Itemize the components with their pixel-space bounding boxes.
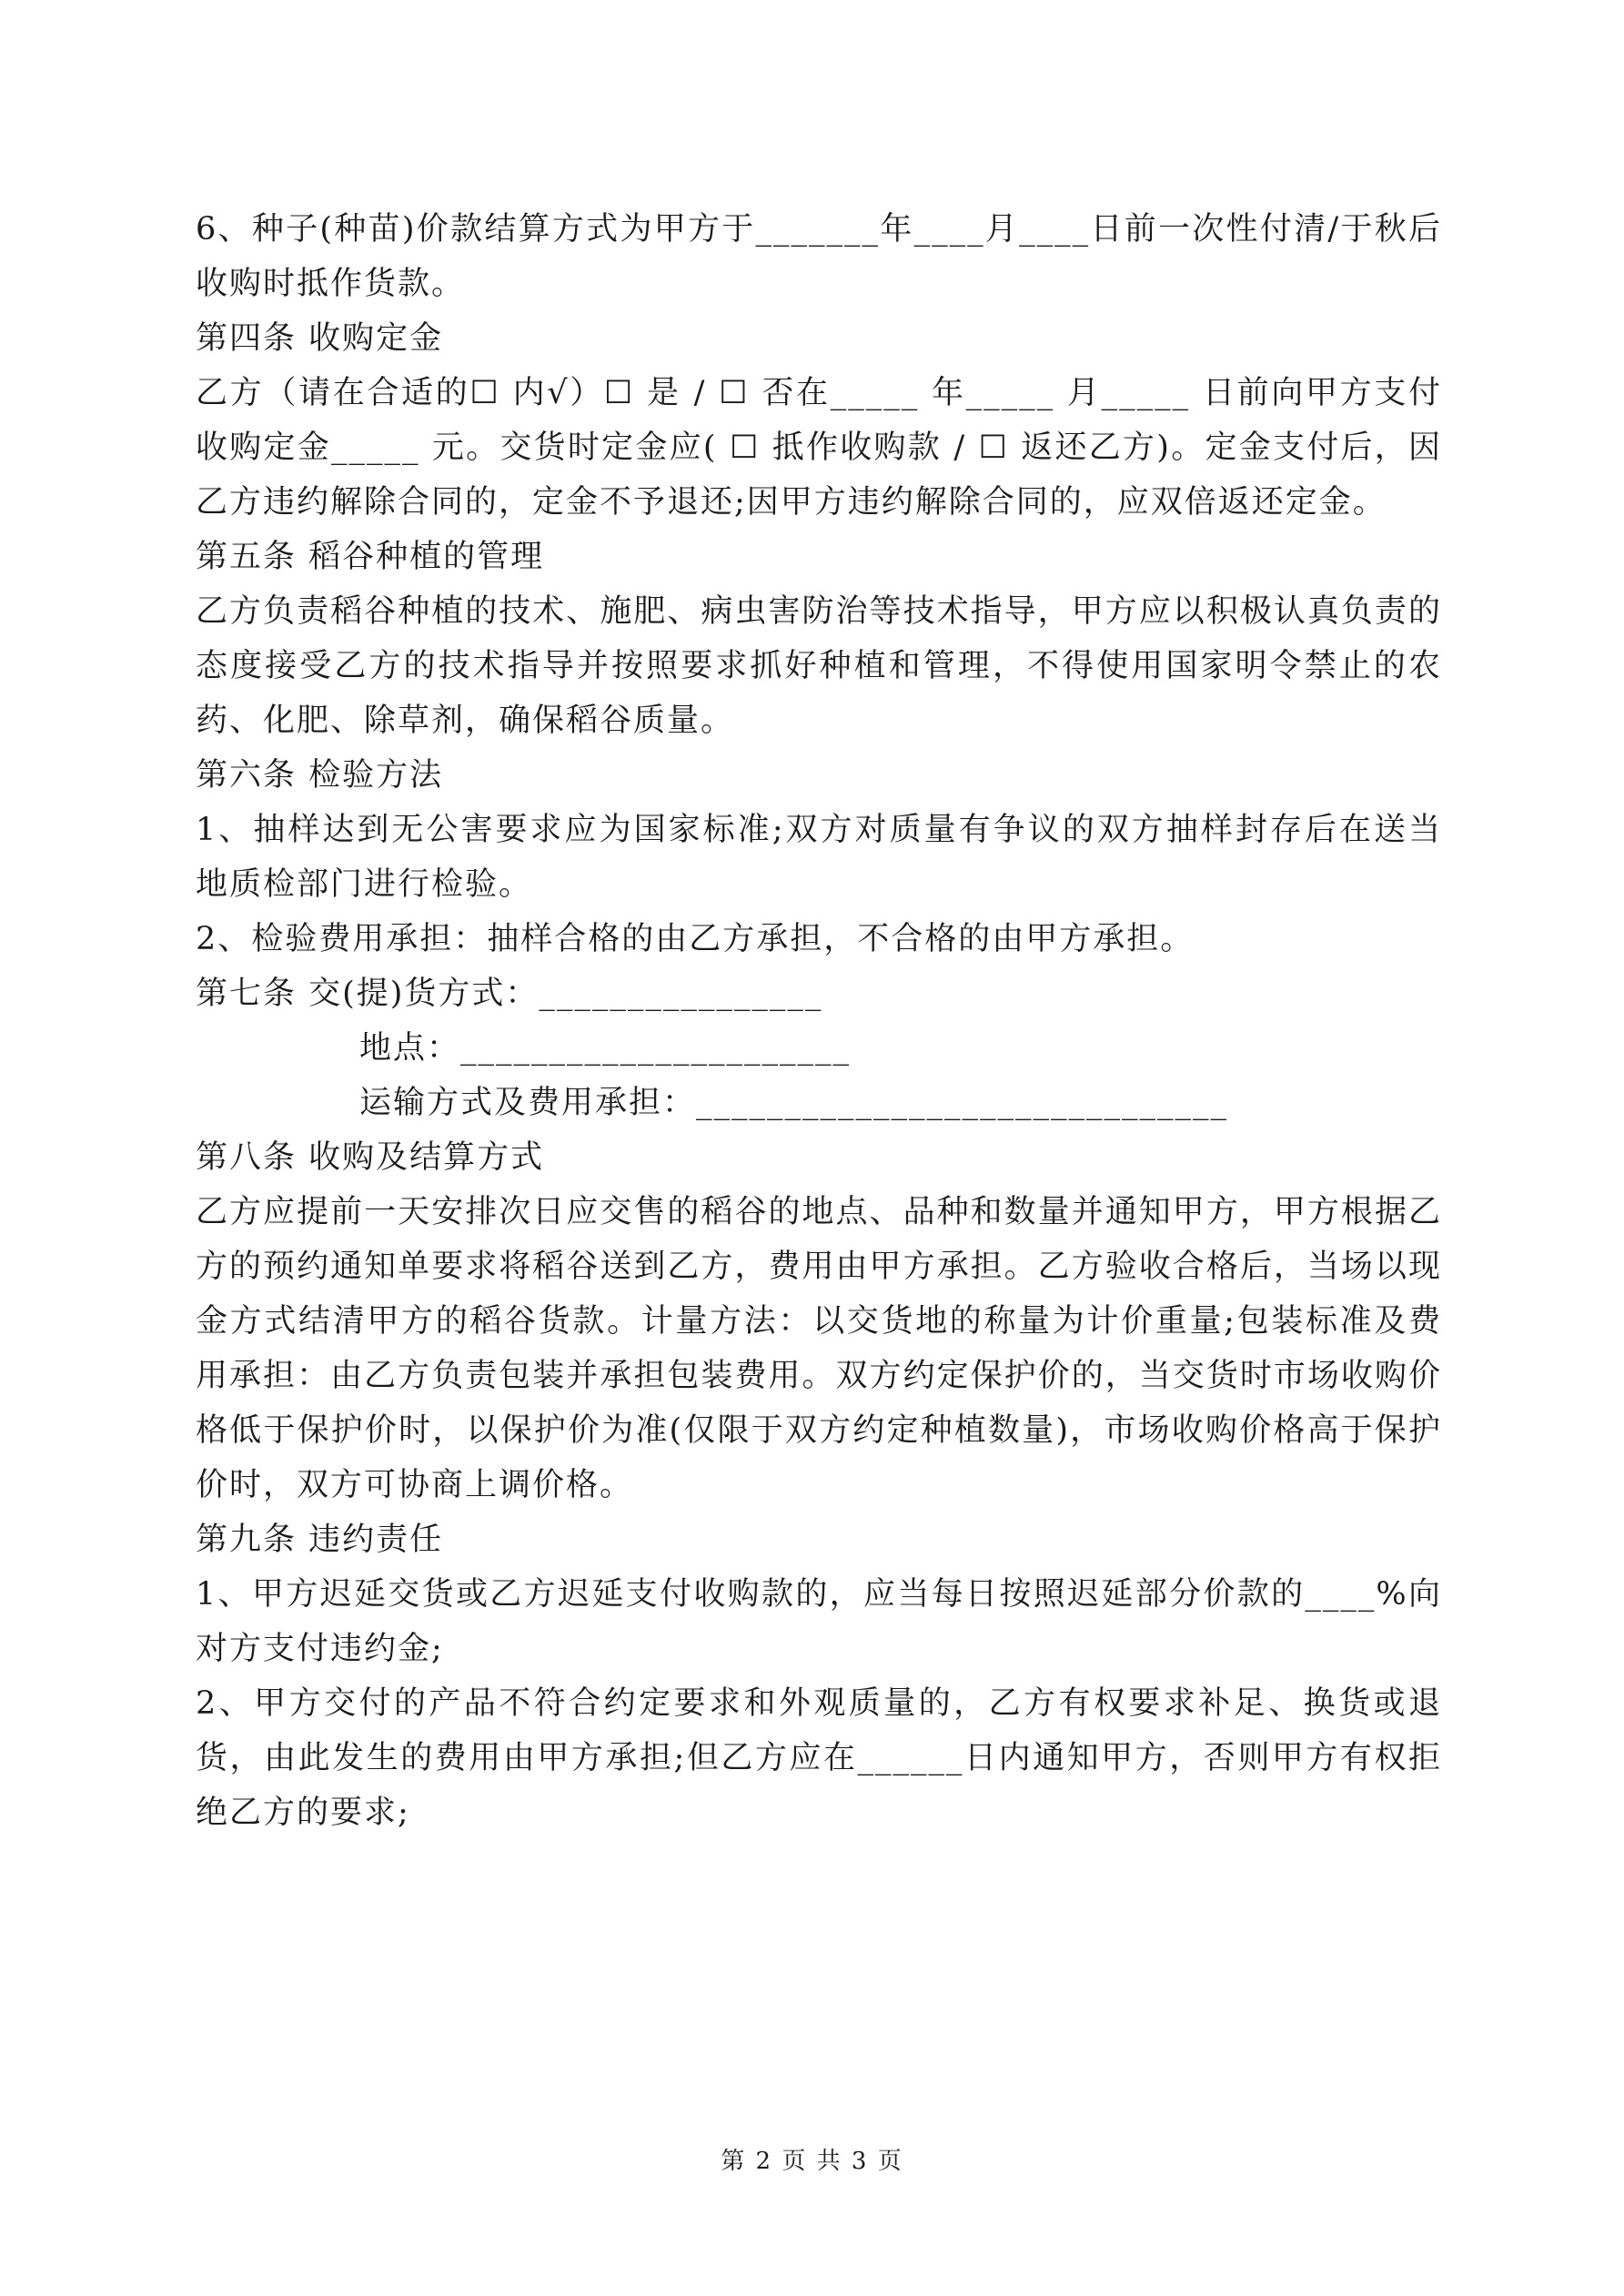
article-7-transport: 运输方式及费用承担：______________________________ xyxy=(359,1085,1229,1121)
article-6-item-2: 2、检验费用承担：抽样合格的由乙方承担，不合格的由甲方承担。 xyxy=(196,921,1195,957)
article-5-heading: 第五条 稻谷种植的管理 xyxy=(196,539,545,575)
article-5-text: 乙方负责稻谷种植的技术、施肥、病虫害防治等技术指导，甲方应以积极认真负责的态度接受乙方的技术指导并按照要求抓好种植和管理，不得使用国家明令禁止的农药、化肥、除草剂，确保稻谷质量。 xyxy=(196,593,1442,739)
article-6-item-1: 1、抽样达到无公害要求应为国家标准;双方对质量有争议的双方抽样封存后在送当地质检部门进行检验。 xyxy=(196,812,1442,903)
article-9-item-2: 2、甲方交付的产品不符合约定要求和外观质量的，乙方有权要求补足、换货或退货，由此发生的费用由甲方承担;但乙方应在______日内通知甲方，否则甲方有权拒绝乙方的要求; xyxy=(196,1685,1442,1831)
article-6-heading: 第六条 检验方法 xyxy=(196,757,444,794)
article-4-heading: 第四条 收购定金 xyxy=(196,320,444,357)
article-8-heading: 第八条 收购及结算方式 xyxy=(196,1139,545,1176)
article-7-heading: 第七条 交(提)货方式：________________ xyxy=(196,976,823,1012)
article-8-text: 乙方应提前一天安排次日应交售的稻谷的地点、品种和数量并通知甲方，甲方根据乙方的预约通知单要求将稻谷送到乙方，费用由甲方承担。乙方验收合格后，当场以现金方式结清甲方的稻谷货款。计量方法：以交货地的称量为计价重量;包装标准及费用承担：由乙方负责包装并承担包装费用。双方约定保护价的，当交货时市场收购价格低于保护价时，以保护价为准(仅限于双方约定种植数量)，市场收购价格高于保护价时，双方可协商上调价格。 xyxy=(196,1194,1442,1503)
clause-6-payment: 6、种子(种苗)价款结算方式为甲方于_______年____月____日前一次性付清/于秋后收购时抵作货款。 xyxy=(196,211,1442,302)
article-7-location: 地点：______________________ xyxy=(359,1030,852,1067)
article-9-item-1: 1、甲方迟延交货或乙方迟延支付收购款的，应当每日按照迟延部分价款的____%向对方支付违约金; xyxy=(196,1576,1442,1667)
article-9-heading: 第九条 违约责任 xyxy=(196,1522,444,1558)
article-4-deposit-text: 乙方（请在合适的☐ 内√）☐ 是 / ☐ 否在_____ 年_____ 月_____ 日前向甲方支付收购定金_____ 元。交货时定金应( ☐ 抵作收购款 / ☐ 返还乙方)。定金支付后，因乙方违约解除合同的，定金不予退还;因甲方违约解除合同的，应双倍返还定金。 xyxy=(196,375,1442,521)
page-footer: 第 2 页 共 3 页 xyxy=(721,2148,903,2175)
document-body xyxy=(196,202,1442,1840)
